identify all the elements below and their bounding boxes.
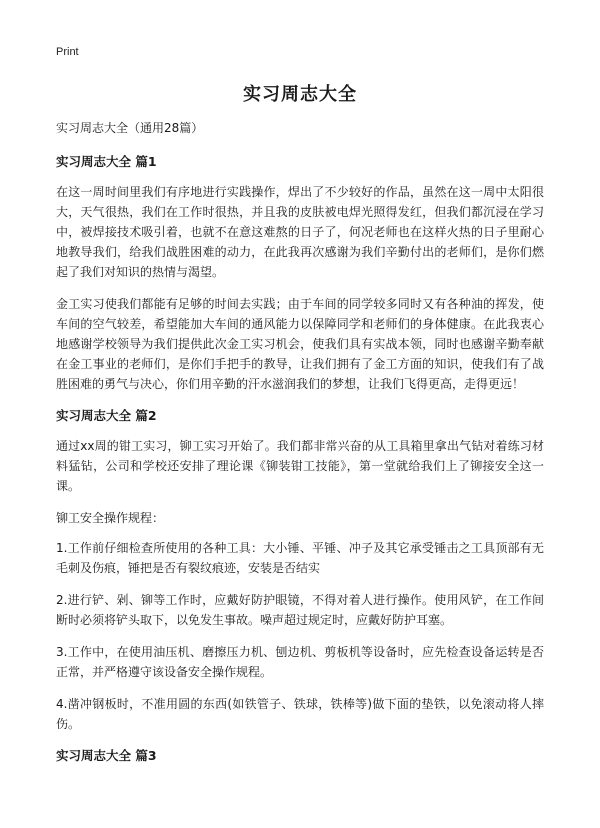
safety-rule-item: 3.工作中，在使用油压机、磨擦压力机、刨边机、剪板机等设备时，应先检查设备运转是否正常，并严格遵守该设备安全操作规程。	[56, 645, 544, 679]
print-link[interactable]: Print	[56, 46, 79, 58]
section-heading-2: 实习周志大全 篇2	[56, 408, 157, 423]
safety-rule-item: 1.工作前仔细检查所使用的各种工具：大小锤、平锤、冲子及其它承受锤击之工具顶部有无 毛刺及伤痕，锤把是否有裂纹痕迹，安装是否结实	[56, 541, 544, 575]
page-title: 实习周志大全	[243, 84, 357, 105]
document-subtitle: 实习周志大全（通用28篇）	[56, 121, 204, 135]
section-1-paragraph: 在这一周时间里我们有序地进行实践操作，焊出了不少较好的作品，虽然在这一周中太阳很大，天气很热，我们在工作时很热，并且我的皮肤被电焊光照得发红，但我们都沉浸在学习中，被焊接技术吸引着，也就不在意这难熬的日子了，何况老师也在这样火热的日子里耐心地教导我们，给我们战胜困难的动力，在此我再次感谢为我们辛勤付出的老师们，是你们燃起了我们对知识的热情与渴望。	[56, 185, 544, 279]
section-heading-1: 实习周志大全 篇1	[56, 154, 157, 169]
section-heading-3: 实习周志大全 篇3	[56, 748, 157, 763]
safety-rule-item: 4.凿冲钢板时，不准用圆的东西(如铁管子、铁球，铁棒等)做下面的垫铁，以免滚动将人摔伤。	[56, 697, 544, 731]
section-2-paragraph: 铆工安全操作规程：	[56, 511, 165, 525]
safety-rule-item: 2.进行铲、剁、铆等工作时，应戴好防护眼镜，不得对着人进行操作。使用风铲，在工作间断时必须将铲头取下，以免发生事故。噪声超过规定时，应戴好防护耳塞。	[56, 593, 544, 627]
document-body	[56, 118, 544, 776]
section-1-paragraph: 金工实习使我们都能有足够的时间去实践；由于车间的同学较多同时又有各种油的挥发，使车间的空气较差，希望能加大车间的通风能力以保障同学和老师们的身体健康。在此我衷心地感谢学校领导为我们提供此次金工实习机会，使我们具有实战本领，同时也感谢辛勤奉献在金工事业的老师们，是你们手把手的教导，让我们拥有了金工方面的知识，使我们有了战胜困难的勇气与决心，你们用辛勤的汗水滋润我们的梦想，让我们飞得更高，走得更远！	[56, 297, 544, 391]
section-2-paragraph: 通过xx周的钳工实习，铆工实习开始了。我们都非常兴奋的从工具箱里拿出气钻对着练习材料猛钻，公司和学校还安排了理论课《铆装钳工技能》，第一堂就给我们上了铆接安全这一课。	[56, 439, 544, 493]
